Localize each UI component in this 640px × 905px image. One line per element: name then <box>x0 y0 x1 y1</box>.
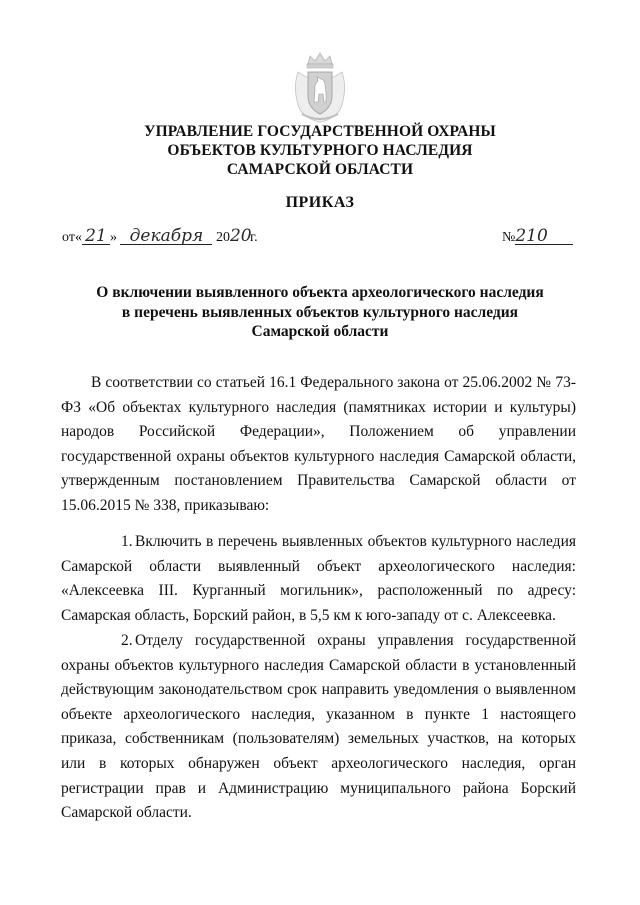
header-line-3: САМАРСКОЙ ОБЛАСТИ <box>226 161 414 178</box>
date-day-handwritten: 21 <box>82 229 110 245</box>
header-line-2: ОБЪЕКТОВ КУЛЬТУРНОГО НАСЛЕДИЯ <box>167 142 473 159</box>
order-date <box>62 226 258 246</box>
coat-of-arms-emblem <box>288 50 352 126</box>
item-1-text: Включить в перечень выявленных объектов культурного наследия Самарской области выявленный объект археологического наследия: «Алексеевка III. Курганный могильник», расположенный по адресу: Самарская область, Борский район, в 5,5 км к юго-западу от с. Алексеевка. <box>61 533 576 624</box>
number-handwritten: 210 <box>515 229 573 245</box>
date-year-abbr: г. <box>249 230 258 245</box>
date-open-quote: « <box>74 230 82 245</box>
item-2-text: Отделу государственной охраны управления государственной охраны объектов культурного наследия Самарской области в установленный действующим законодательством срок направить уведомления о выявленном объекте археологического наследия, указанном в пункте 1 настоящего приказа, собственникам (пользователям) земельных участков, на которых или в которых обнаружен объект археологического наследия, орган регистрации прав и Администрацию муниципального района Борский Самарской области. <box>61 632 576 822</box>
date-year-handwritten: 20 <box>229 226 252 246</box>
header-line-1: УПРАВЛЕНИЕ ГОСУДАРСТВЕННОЙ ОХРАНЫ <box>144 123 496 140</box>
subject-line-1: О включении выявленного объекта археологического наследия <box>96 284 544 301</box>
preamble-text: В соответствии со статьей 16.1 Федерального закона от 25.06.2002 № 73-ФЗ «Об объектах культурного наследия (памятниках истории и культуры) народов Российской Федерации», Положением об управлении государственной охраны объектов культурного наследия Самарской области, утвержденным постановлением Правительства Самарской области от 15.06.2015 № 338, приказываю: <box>61 374 576 514</box>
order-item-1 <box>61 530 576 628</box>
order-subject <box>0 283 640 342</box>
preamble-paragraph <box>61 371 576 519</box>
number-sign: № <box>502 230 516 245</box>
item-1-number: 1. <box>121 533 133 550</box>
date-prefix: от <box>62 230 75 245</box>
date-close-quote: » <box>109 230 117 245</box>
order-number <box>502 226 573 246</box>
document-type-title: ПРИКАЗ <box>285 194 355 211</box>
issuing-authority-header <box>0 122 640 179</box>
date-year-prefix: 20 <box>215 230 230 245</box>
date-month-handwritten: декабря <box>120 229 212 245</box>
subject-line-3: Самарской области <box>251 323 389 340</box>
order-item-2 <box>61 629 576 826</box>
item-2-number: 2. <box>121 632 133 649</box>
subject-line-2: в перечень выявленных объектов культурного наследия <box>121 303 519 321</box>
